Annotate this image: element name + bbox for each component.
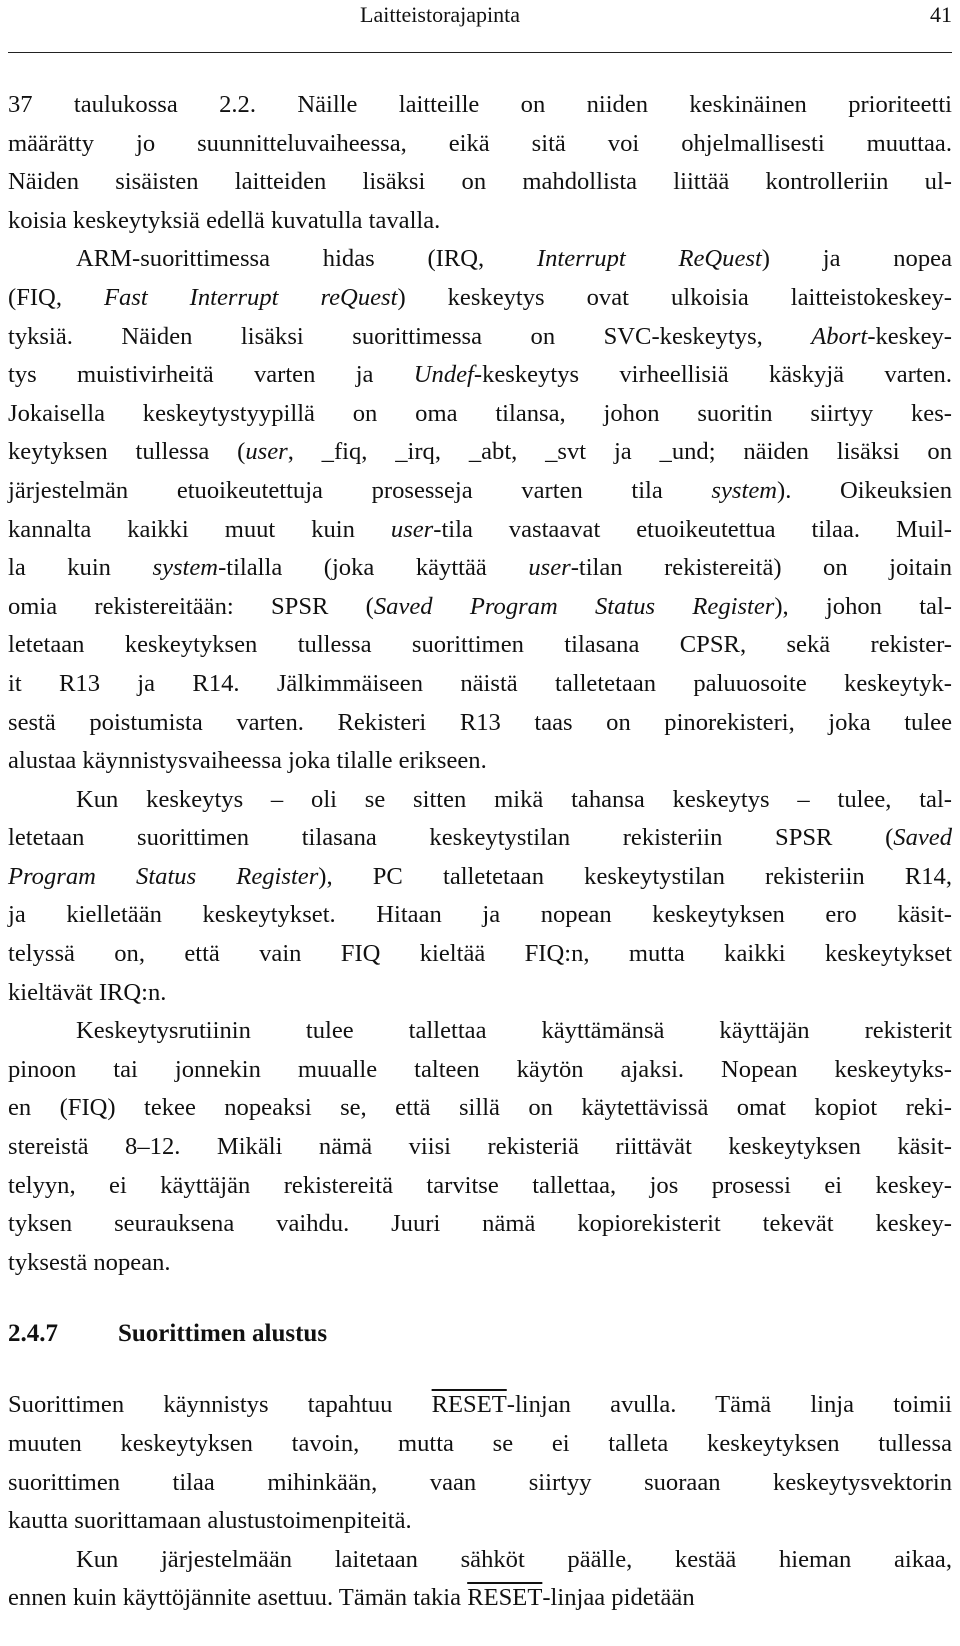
text-line: Kun keskeytys – oli se sitten mikä tahansa keskeytys – tulee, tal- [76,785,952,813]
text-line: telyyn, ei käyttäjän rekistereitä tarvitse tallettaa, jos prosessi ei keskey- [8,1171,952,1199]
text-line: tyksestä nopean. [8,1248,171,1276]
text-line: letetaan suorittimen tilasana keskeytystilan rekisteriin SPSR (Saved [8,824,952,852]
text-line: tyksen seurauksena vaihdu. Juuri nämä kopiorekisterit tekevät keskey- [8,1210,952,1238]
paragraph [8,86,952,240]
text-line: en (FIQ) tekee nopeaksi se, että sillä on käytettävissä omat kopiot reki- [8,1094,952,1122]
running-title: Laitteistorajapinta [360,2,521,27]
text-line: ennen kuin käyttöjännite asettuu. Tämän takia RESET-linjaa pidetään [8,1584,695,1612]
text-line: tyksiä. Näiden lisäksi suorittimessa on SVC-keskeytys, Abort-keskey- [8,322,952,350]
paragraphs-after-section [8,1386,952,1618]
paragraph [8,781,952,1013]
running-header [8,2,952,32]
paragraph [8,240,952,780]
page-number: 41 [930,2,952,27]
text-line: kannalta kaikki muut kuin user-tila vastaavat etuoikeutettua tilaa. Muil- [8,515,952,543]
paragraph [8,1541,952,1618]
text-line: telyssä on, että vain FIQ kieltää FIQ:n, mutta kaikki keskeytykset [8,940,952,968]
text-line: määrätty jo suunnitteluvaiheessa, eikä sitä voi ohjelmallisesti muuttaa. [8,129,952,157]
text-line: kautta suorittamaan alustustoimenpiteitä. [8,1507,412,1535]
text-line: 37 taulukossa 2.2. Näille laitteille on niiden keskinäinen prioriteetti [8,91,952,118]
text-line: it R13 ja R14. Jälkimmäiseen näistä talletetaan paluuosoite keskeytyk- [8,669,952,697]
text-line: letetaan keskeytyksen tullessa suorittimen tilasana CPSR, sekä rekister- [8,631,952,659]
paragraphs-before-section [8,86,952,1282]
text-line: ARM-suorittimessa hidas (IRQ, Interrupt ReQuest) ja nopea [76,245,952,273]
section-number: 2.4.7 [8,1320,58,1348]
section-heading [8,1315,952,1353]
header-rule [8,52,952,53]
text-line: muuten keskeytyksen tavoin, mutta se ei talleta keskeytyksen tullessa [8,1430,952,1457]
text-line: (FIQ, Fast Interrupt reQuest) keskeytys ovat ulkoisia laitteistokeskey- [8,283,952,311]
body-text [8,86,952,1618]
text-line: Jokaisella keskeytystyypillä on oma tilansa, johon suoritin siirtyy kes- [8,399,952,427]
section-title: Suorittimen alustus [118,1320,328,1348]
text-line: järjestelmän etuoikeutettuja prosesseja varten tila system). Oikeuksien [8,476,952,504]
text-line: pinoon tai jonnekin muualle talteen käytön ajaksi. Nopean keskeytyks- [8,1055,952,1083]
text-line: stereistä 8–12. Mikäli nämä viisi rekisteriä riittävät keskeytyksen käsit- [8,1133,952,1161]
text-line: omia rekistereitään: SPSR (Saved Program Status Register), johon tal- [8,592,952,620]
text-line: alustaa käynnistysvaiheessa joka tilalle erikseen. [8,747,487,775]
paragraph [8,1386,952,1540]
text-line: tys muistivirheitä varten ja Undef-keskeytys virheellisiä käskyjä varten. [8,361,952,389]
text-line: Program Status Register), PC talletetaan keskeytystilan rekisteriin R14, [8,862,952,890]
text-line: Keskeytysrutiinin tulee tallettaa käyttämänsä käyttäjän rekisterit [76,1017,952,1045]
text-line: sestä poistumista varten. Rekisteri R13 taas on pinorekisteri, joka tulee [8,708,952,736]
text-line: keytyksen tullessa (user, _fiq, _irq, _abt, _svt ja _und; näiden lisäksi on [8,438,952,466]
text-line: suorittimen tilaa mihinkään, vaan siirtyy suoraan keskeytysvektorin [8,1468,952,1496]
text-line: kieltävät IRQ:n. [8,978,167,1006]
paragraph [8,1012,952,1282]
text-line: Kun järjestelmään laitetaan sähköt päälle, kestää hieman aikaa, [76,1545,952,1573]
text-line: Suorittimen käynnistys tapahtuu RESET-linjan avulla. Tämä linja toimii [8,1391,952,1419]
text-line: la kuin system-tilalla (joka käyttää user-tilan rekistereitä) on joitain [8,554,953,582]
text-line: Näiden sisäisten laitteiden lisäksi on mahdollista liittää kontrolleriin ul- [8,168,952,196]
text-line: koisia keskeytyksiä edellä kuvatulla tavalla. [8,206,441,234]
text-line: ja kielletään keskeytykset. Hitaan ja nopean keskeytyksen ero käsit- [8,901,952,929]
